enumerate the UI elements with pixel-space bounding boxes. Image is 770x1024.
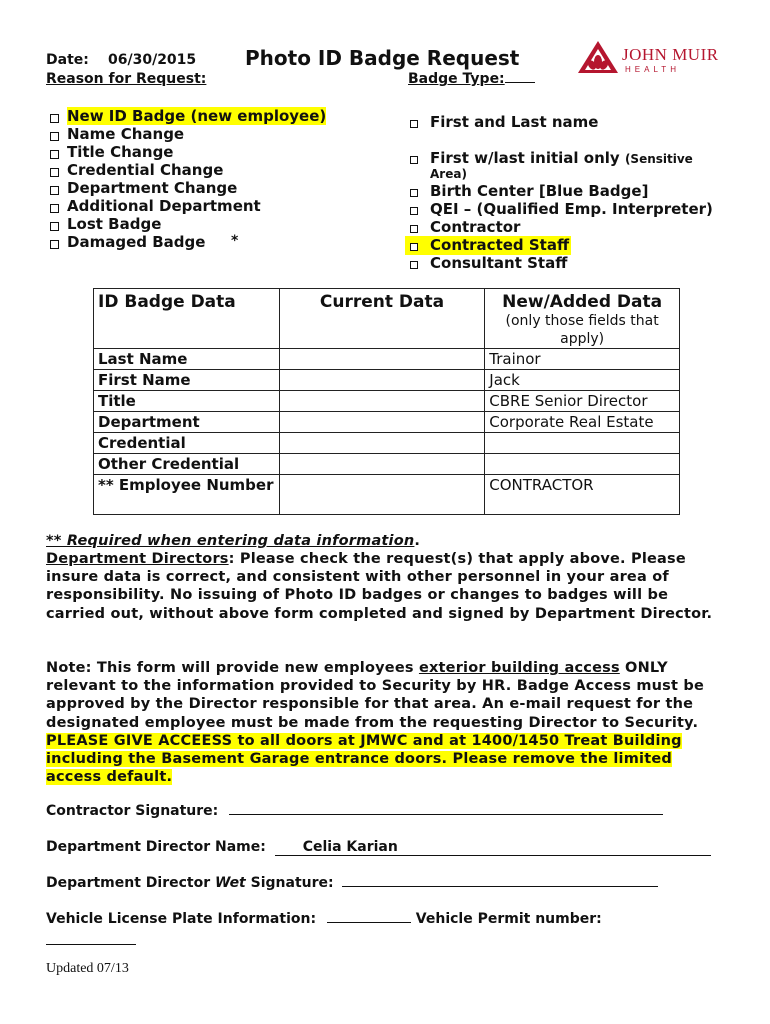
reason-item-department-change: Department Change: [67, 179, 238, 197]
plate-line[interactable]: [327, 921, 411, 923]
checkbox-damaged-badge[interactable]: [50, 240, 59, 249]
director-signature-line[interactable]: [342, 885, 658, 887]
badge-item-first-initial: First w/last initial only (Sensitive: [430, 149, 693, 167]
badge-item-birth-center: Birth Center [Blue Badge]: [430, 182, 649, 200]
checkbox-department-change[interactable]: [50, 186, 59, 195]
plate-label: Vehicle License Plate Information:: [46, 911, 317, 927]
damaged-asterisk: *: [231, 233, 239, 249]
badge-item-first-last: First and Last name: [430, 113, 599, 131]
permit-line[interactable]: [46, 944, 136, 945]
checkbox-contracted-staff[interactable]: [410, 243, 418, 251]
director-name-row: [46, 839, 711, 856]
badge-item-contracted-staff: Contracted Staff: [430, 236, 570, 254]
reason-item-credential-change: Credential Change: [67, 161, 224, 179]
checkbox-credential-change[interactable]: [50, 168, 59, 177]
badge-item-consultant-staff: Consultant Staff: [430, 254, 568, 272]
reason-item-additional-department: Additional Department: [67, 197, 261, 215]
checkbox-title-change[interactable]: [50, 150, 59, 159]
reason-heading: Reason for Request:: [46, 71, 207, 87]
checkbox-first-initial[interactable]: [410, 156, 418, 164]
logo-name: JOHN MUIR: [622, 45, 719, 64]
reason-item-lost-badge: Lost Badge: [67, 215, 162, 233]
table-row: Last Name Trainor: [94, 349, 680, 370]
logo-leaf-icon: [576, 40, 620, 76]
col-header-current-data: Current Data: [279, 289, 485, 349]
permit-label: Vehicle Permit number:: [415, 911, 602, 927]
checkbox-additional-department[interactable]: [50, 204, 59, 213]
reason-item-damaged-badge: Damaged Badge: [67, 233, 206, 251]
checkbox-new-id[interactable]: [50, 114, 59, 123]
director-signature-row: Department Director Wet Signature:: [46, 875, 658, 891]
required-note: ** Required when entering data information.: [46, 533, 421, 549]
table-row: Other Credential: [94, 454, 680, 475]
access-note-paragraph: Note: This form will provide new employees exterior building access ONLY relevant to the information provided to Security by HR. Badge Access must be approved by the Director responsible for that area. An e-mail request for the designated employee must be made from the requesting Director to Security. PLEASE GIVE ACCEESS to all doors at JMWC and at 1400/1450 Treat Building including the Basement Garage entrance doors. Please remove the limited access default.: [46, 660, 704, 786]
table-row: Title CBRE Senior Director: [94, 391, 680, 412]
checkbox-consultant-staff[interactable]: [410, 261, 418, 269]
page-title: Photo ID Badge Request: [245, 46, 520, 70]
checkbox-birth-center[interactable]: [410, 189, 418, 197]
table-row: Credential: [94, 433, 680, 454]
date-label: Date:: [46, 52, 89, 68]
badge-type-heading: Badge Type:: [408, 71, 535, 87]
reason-item-title-change: Title Change: [67, 143, 174, 161]
badge-item-contractor: Contractor: [430, 218, 521, 236]
director-name-label: Department Director Name:: [46, 839, 266, 855]
department-directors-paragraph: Department Directors: Please check the request(s) that apply above. Please insure data is correct, and consistent with other personnel in your area of responsibility. No issuing of Photo ID badges or changes to badges will be carried out, without above form completed and signed by Department Director.: [46, 551, 713, 622]
logo-subtitle: HEALTH: [625, 65, 680, 74]
table-row: Department Corporate Real Estate: [94, 412, 680, 433]
reason-item-new-id: New ID Badge (new employee): [67, 107, 327, 125]
contractor-signature-line[interactable]: [229, 813, 663, 815]
john-muir-logo: [576, 40, 726, 80]
sensitive-area-note: Area): [430, 167, 467, 181]
contractor-signature-label: Contractor Signature:: [46, 803, 219, 819]
contractor-signature-row: [46, 803, 663, 819]
checkbox-lost-badge[interactable]: [50, 222, 59, 231]
checkbox-name-change[interactable]: [50, 132, 59, 141]
checkbox-first-last[interactable]: [410, 120, 418, 128]
table-row: First Name Jack: [94, 370, 680, 391]
date-value: 06/30/2015: [108, 52, 197, 68]
vehicle-row: [46, 911, 602, 927]
col-header-new-data: New/Added Data (only those fields that apply): [485, 289, 680, 349]
reason-item-name-change: Name Change: [67, 125, 185, 143]
col-header-id-badge-data: ID Badge Data: [94, 289, 280, 349]
checkbox-qei[interactable]: [410, 207, 418, 215]
table-row: ** Employee Number CONTRACTOR: [94, 475, 680, 515]
updated-footer: Updated 07/13: [46, 961, 129, 976]
checkbox-contractor[interactable]: [410, 225, 418, 233]
badge-data-table: [93, 288, 680, 515]
director-name-field[interactable]: Celia Karian: [275, 840, 711, 856]
badge-item-qei: QEI – (Qualified Emp. Interpreter): [430, 200, 713, 218]
